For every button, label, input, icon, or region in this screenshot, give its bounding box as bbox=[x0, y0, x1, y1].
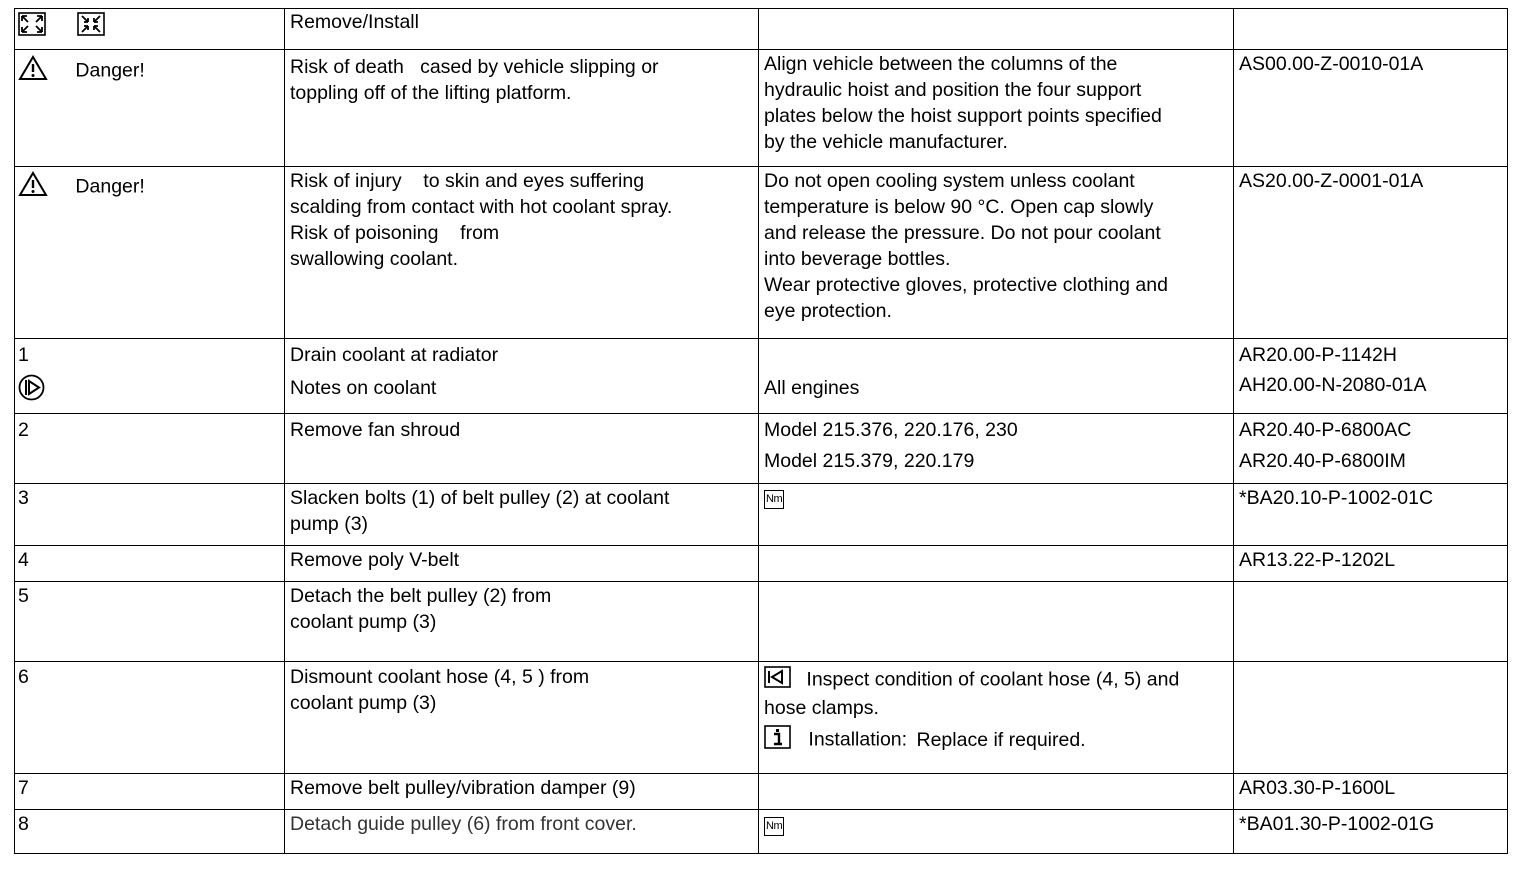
model-applicability: Model 215.379, 220.179 bbox=[764, 450, 975, 472]
torque-nm-icon[interactable]: Nm bbox=[764, 817, 784, 836]
step-row bbox=[15, 484, 1508, 546]
warning-row bbox=[15, 50, 1508, 167]
note-condition: All engines bbox=[764, 377, 860, 399]
warning-triangle-icon bbox=[18, 171, 48, 204]
note-text: Notes on coolant bbox=[290, 377, 437, 399]
measure-text: and release the pressure. Do not pour coolant bbox=[764, 222, 1161, 244]
step-text: Detach guide pulley (6) from front cover. bbox=[290, 813, 637, 835]
document-reference-link[interactable]: AR13.22-P-1202L bbox=[1239, 549, 1396, 571]
risk-text: Risk of poisoning from bbox=[290, 222, 500, 244]
risk-text: Risk of injury to skin and eyes suffering bbox=[290, 170, 645, 192]
note-pointer-icon bbox=[18, 374, 45, 408]
step-text: coolant pump (3) bbox=[290, 692, 437, 714]
installation-text: Replace if required. bbox=[916, 728, 1086, 751]
document-reference-link[interactable]: AR20.40-P-6800AC bbox=[1239, 419, 1412, 441]
step-text: Drain coolant at radiator bbox=[290, 344, 499, 366]
step-text: coolant pump (3) bbox=[290, 611, 437, 633]
step-text: Remove poly V-belt bbox=[290, 549, 460, 571]
header-title: Remove/Install bbox=[290, 11, 419, 33]
step-row bbox=[15, 414, 1508, 484]
step-number: 4 bbox=[18, 549, 29, 571]
step-number: 3 bbox=[18, 487, 29, 509]
procedure-table bbox=[14, 8, 1508, 854]
step-row bbox=[15, 810, 1508, 854]
inspect-text: hose clamps. bbox=[764, 697, 879, 719]
risk-text: scalding from contact with hot coolant spray. bbox=[290, 196, 673, 218]
danger-label: Danger! bbox=[75, 59, 145, 82]
document-reference-link[interactable]: AR20.00-P-1142H bbox=[1239, 344, 1397, 366]
document-reference-link[interactable]: AR20.40-P-6800IM bbox=[1239, 450, 1406, 472]
measure-text: temperature is below 90 °C. Open cap slowly bbox=[764, 196, 1154, 218]
header-row bbox=[15, 9, 1508, 50]
step-row bbox=[15, 546, 1508, 582]
step-text: Dismount coolant hose (4, 5 ) from bbox=[290, 666, 590, 688]
document-reference-link[interactable]: *BA01.30-P-1002-01G bbox=[1239, 813, 1435, 835]
warning-row bbox=[15, 167, 1508, 339]
expand-arrows-icon bbox=[18, 12, 46, 43]
measure-text: by the vehicle manufacturer. bbox=[764, 131, 1008, 153]
info-icon bbox=[764, 725, 791, 756]
step-text: pump (3) bbox=[290, 513, 369, 535]
document-reference-link[interactable]: *BA20.10-P-1002-01C bbox=[1239, 487, 1434, 509]
step-number: 2 bbox=[18, 419, 29, 441]
warning-triangle-icon bbox=[18, 55, 48, 88]
model-applicability: Model 215.376, 220.176, 230 bbox=[764, 419, 1018, 441]
measure-text: plates below the hoist support points specified bbox=[764, 105, 1162, 127]
risk-text: Risk of death cased by vehicle slipping or bbox=[290, 56, 659, 78]
step-text: Remove fan shroud bbox=[290, 419, 461, 441]
step-row bbox=[15, 774, 1508, 810]
risk-text: swallowing coolant. bbox=[290, 248, 459, 270]
inspect-icon bbox=[764, 666, 791, 695]
step-text: Detach the belt pulley (2) from bbox=[290, 585, 552, 607]
step-number: 1 bbox=[18, 344, 29, 366]
step-number: 6 bbox=[18, 666, 29, 688]
measure-text: into beverage bottles. bbox=[764, 248, 951, 270]
step-text: Remove belt pulley/vibration damper (9) bbox=[290, 777, 636, 799]
step-number: 7 bbox=[18, 777, 29, 799]
measure-text: eye protection. bbox=[764, 300, 892, 322]
measure-text: hydraulic hoist and position the four support bbox=[764, 79, 1142, 101]
measure-text: Wear protective gloves, protective clothing and bbox=[764, 274, 1168, 296]
torque-nm-icon[interactable]: Nm bbox=[764, 490, 784, 509]
measure-text: Align vehicle between the columns of the bbox=[764, 53, 1118, 75]
installation-label: Installation: bbox=[808, 728, 908, 751]
step-row bbox=[15, 582, 1508, 662]
step-text: Slacken bolts (1) of belt pulley (2) at coolant bbox=[290, 487, 670, 509]
step-row bbox=[15, 662, 1508, 774]
document-reference: AS00.00-Z-0010-01A bbox=[1239, 53, 1424, 75]
step-row bbox=[15, 339, 1508, 414]
step-number: 5 bbox=[18, 585, 29, 607]
step-number: 8 bbox=[18, 813, 29, 835]
collapse-arrows-icon bbox=[77, 12, 105, 43]
inspect-text: Inspect condition of coolant hose (4, 5) and bbox=[806, 668, 1180, 691]
risk-text: toppling off of the lifting platform. bbox=[290, 82, 572, 104]
document-reference-link[interactable]: AH20.00-N-2080-01A bbox=[1239, 374, 1427, 396]
document-reference: AS20.00-Z-0001-01A bbox=[1239, 170, 1424, 192]
document-reference-link[interactable]: AR03.30-P-1600L bbox=[1239, 777, 1396, 799]
measure-text: Do not open cooling system unless coolant bbox=[764, 170, 1135, 192]
danger-label: Danger! bbox=[75, 175, 145, 198]
